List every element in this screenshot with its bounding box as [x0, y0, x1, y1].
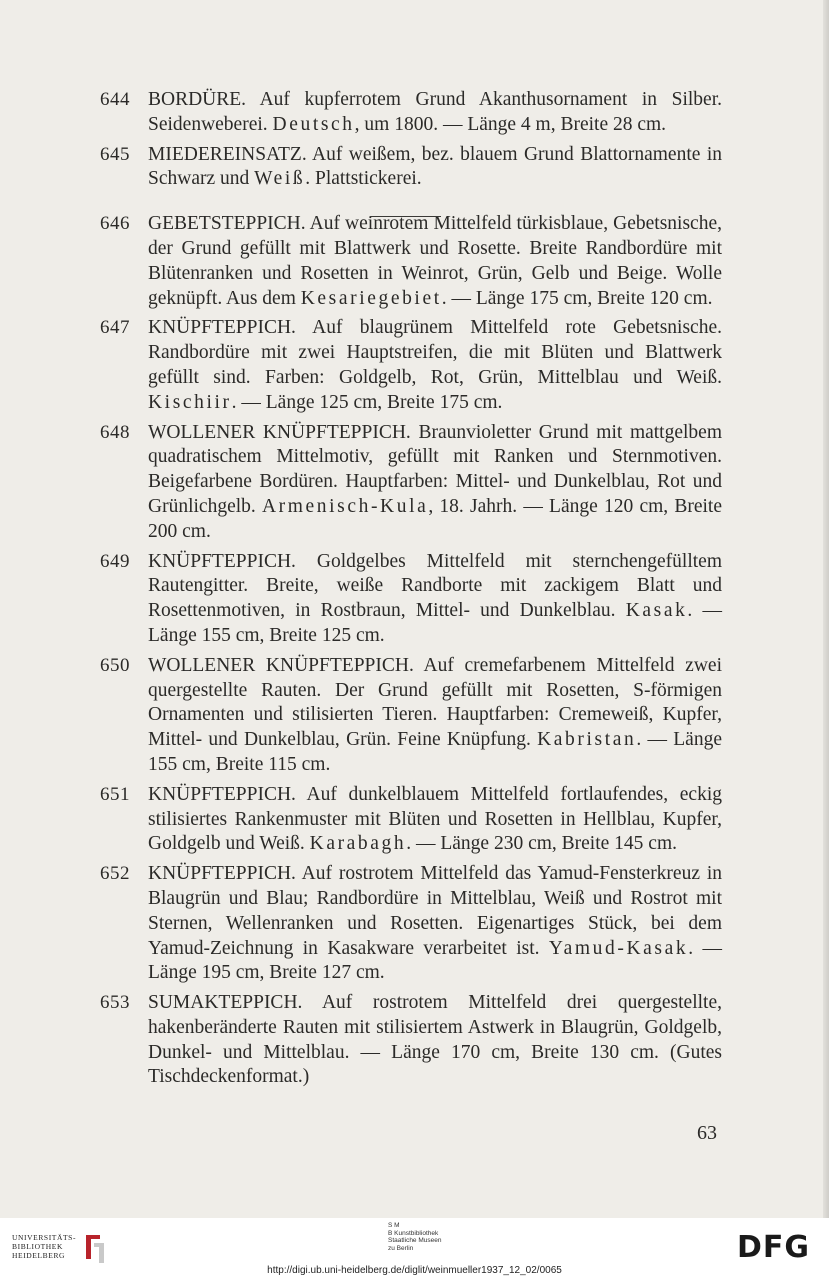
entry-number: 647: [100, 317, 130, 339]
entry-text-run: . — Länge 195 cm, Breite 127 cm.: [148, 937, 723, 984]
entry-text-run: , 18. Jahrh. — Länge 120 cm, Breite 200 cm.: [148, 495, 722, 542]
entry-text-run: WOLLENER KNÜPFTEPPICH. Auf cremefarbenem Mittelfeld zwei quergestellte Rauten. Der Grund gefüllt mit Rosetten, S-förmigen Ornamenten und stilisierten Tieren. Hauptfarben: Cremeweiß, Kupfer, Mittel- und Dunkelblau, Grün. Feine Knüpfung.: [148, 654, 722, 751]
dfg-logo[interactable]: DFG: [737, 1230, 811, 1265]
catalog-entry: [100, 212, 722, 311]
entry-origin: Armenisch-Kula: [261, 495, 429, 517]
catalog-entry: [100, 550, 722, 649]
entry-text-run: . — Länge 230 cm, Breite 145 cm.: [406, 833, 677, 855]
page-number: 63: [697, 1122, 717, 1144]
entry-text: [148, 550, 722, 649]
catalog-entry: [100, 316, 722, 415]
entry-number: 646: [100, 213, 130, 235]
entry-origin: Yamud-Kasak: [548, 937, 689, 959]
entry-text-run: MIEDEREINSATZ. Auf weißem, bez. blauem Grund Blattornamente in Schwarz und: [148, 143, 722, 190]
entry-text-run: . Plattstickerei.: [305, 168, 422, 190]
entry-text: [148, 421, 722, 545]
entry-number: 653: [100, 992, 130, 1014]
museum-logo-line: Staatliche Museen: [388, 1237, 442, 1245]
catalog-entry: [100, 991, 722, 1090]
entry-text: [148, 783, 722, 857]
museum-logo[interactable]: [388, 1222, 468, 1252]
page-edge-shadow: [823, 0, 829, 1218]
catalog-entry: [100, 654, 722, 778]
library-mark-icon: [82, 1231, 108, 1265]
catalog-entry: [100, 421, 722, 545]
entry-number: 650: [100, 654, 130, 676]
entry-text-run: KNÜPFTEPPICH. Auf blaugrünem Mittelfeld rote Gebetsnische. Randbordüre mit zwei Hauptstreifen, die mit Blüten und Blattwerk gefüllt sind. Farben: Goldgelb, Rot, Grün, Mittelblau und Weiß.: [148, 317, 722, 388]
entry-text-run: KNÜPFTEPPICH. Goldgelbes Mittelfeld mit sternchengefülltem Rautengitter. Breite, weiße Randborte mit zackigem Blatt und Rosettenmotiven, in Rostbraun, Mittel- und Dunkelblau.: [148, 550, 722, 622]
library-logo-line: HEIDELBERG: [12, 1251, 66, 1260]
entry-text-run: SUMAKTEPPICH. Auf rostrotem Mittelfeld drei quergestellte, hakenberänderte Rauten mit stilisiertem Astwerk in Blaugrün, Goldgelb, Dunkel- und Mittelblau. — Länge 170 cm, Breite 130 cm. (Gutes Tischdeckenformat.): [148, 992, 722, 1088]
entry-number: 644: [100, 89, 130, 110]
entry-number: 645: [100, 143, 130, 165]
entry-origin: Kesariegebiet: [300, 287, 442, 309]
catalog-entry: [100, 88, 722, 138]
catalog-entries: [100, 88, 722, 1095]
entry-text: [148, 862, 722, 986]
entry-origin: Deutsch: [272, 113, 355, 135]
entry-origin: Kabristan: [537, 729, 637, 751]
viewer-footer: [0, 1218, 829, 1278]
catalog-entry: [100, 143, 722, 193]
entry-text-run: KNÜPFTEPPICH. Auf dunkelblauem Mittelfeld fortlaufendes, eckig stilisiertes Rankenmuster mit Blüten und Rosetten in Hellblau, Kupfer, Goldgelb und Weiß.: [148, 783, 722, 855]
entry-text-run: , um 1800. — Länge 4 m, Breite 28 cm.: [354, 113, 667, 135]
entry-number: 652: [100, 863, 130, 885]
entry-origin: Weiß: [254, 168, 306, 190]
entry-number: 651: [100, 783, 130, 805]
library-logo-line: UNIVERSITÄTS-: [12, 1233, 77, 1242]
catalog-entry: [100, 862, 722, 986]
entry-text-run: . — Länge 155 cm, Breite 115 cm.: [148, 729, 722, 775]
library-logo-line: BIBLIOTHEK: [12, 1242, 63, 1251]
entry-text-run: . — Länge 155 cm, Breite 125 cm.: [148, 600, 722, 646]
entry-text-run: WOLLENER KNÜPFTEPPICH. Braunvioletter Grund mit mattgelbem quadratischem Mittelmotiv, gefüllt mit Ranken und Sternmotiven. Beigefarbene Bordüren. Hauptfarben: Mittel- und Dunkelblau, Rot und Grünlichgelb.: [148, 421, 722, 517]
entry-text-run: . — Länge 125 cm, Breite 175 cm.: [231, 391, 503, 413]
museum-logo-line: zu Berlin: [388, 1244, 414, 1252]
entry-origin: Kasak: [625, 600, 688, 622]
entry-text: [148, 143, 722, 193]
library-logo-text: [12, 1233, 78, 1260]
entry-number: 649: [100, 550, 130, 572]
entry-origin: Karabagh: [309, 833, 407, 855]
entry-text: [148, 991, 722, 1090]
entry-text: [148, 88, 722, 138]
entry-text-run: . — Länge 175 cm, Breite 120 cm.: [441, 287, 713, 309]
entry-text-run: BORDÜRE. Auf kupferrotem Grund Akanthusornament in Silber. Seidenweberei.: [148, 89, 722, 135]
catalog-entry: [100, 783, 722, 857]
entry-origin: Kischiir: [148, 391, 232, 413]
entry-text: [148, 316, 722, 415]
entry-text-run: KNÜPFTEPPICH. Auf rostrotem Mittelfeld das Yamud-Fensterkreuz in Blaugrün und Blau; Randbordüre in Mittelblau, Weiß und Rostrot mit Sternen, Wellenranken und Rosetten. Eigenartiges Stück, bei dem Yamud-Zeichnung in Kasakware verarbeitet ist.: [148, 863, 722, 959]
section-divider: [371, 216, 441, 217]
entry-text-run: GEBETSTEPPICH. Auf weinrotem Mittelfeld türkisblaue, Gebetsnische, der Grund gefüllt mit Blattwerk und Rosette. Breite Randbordüre mit Blütenranken und Rosetten in Weinrot, Grün, Gelb und Beige. Wolle geknüpft. Aus dem: [148, 213, 722, 309]
source-url-link[interactable]: http://digi.ub.uni-heidelberg.de/diglit/weinmueller1937_12_02/0065: [267, 1265, 562, 1276]
entry-text: [148, 654, 722, 778]
entry-text: [148, 212, 722, 311]
museum-logo-line: S M: [388, 1222, 400, 1229]
museum-logo-line: B Kunstbibliothek: [388, 1229, 439, 1237]
entry-number: 648: [100, 421, 130, 443]
